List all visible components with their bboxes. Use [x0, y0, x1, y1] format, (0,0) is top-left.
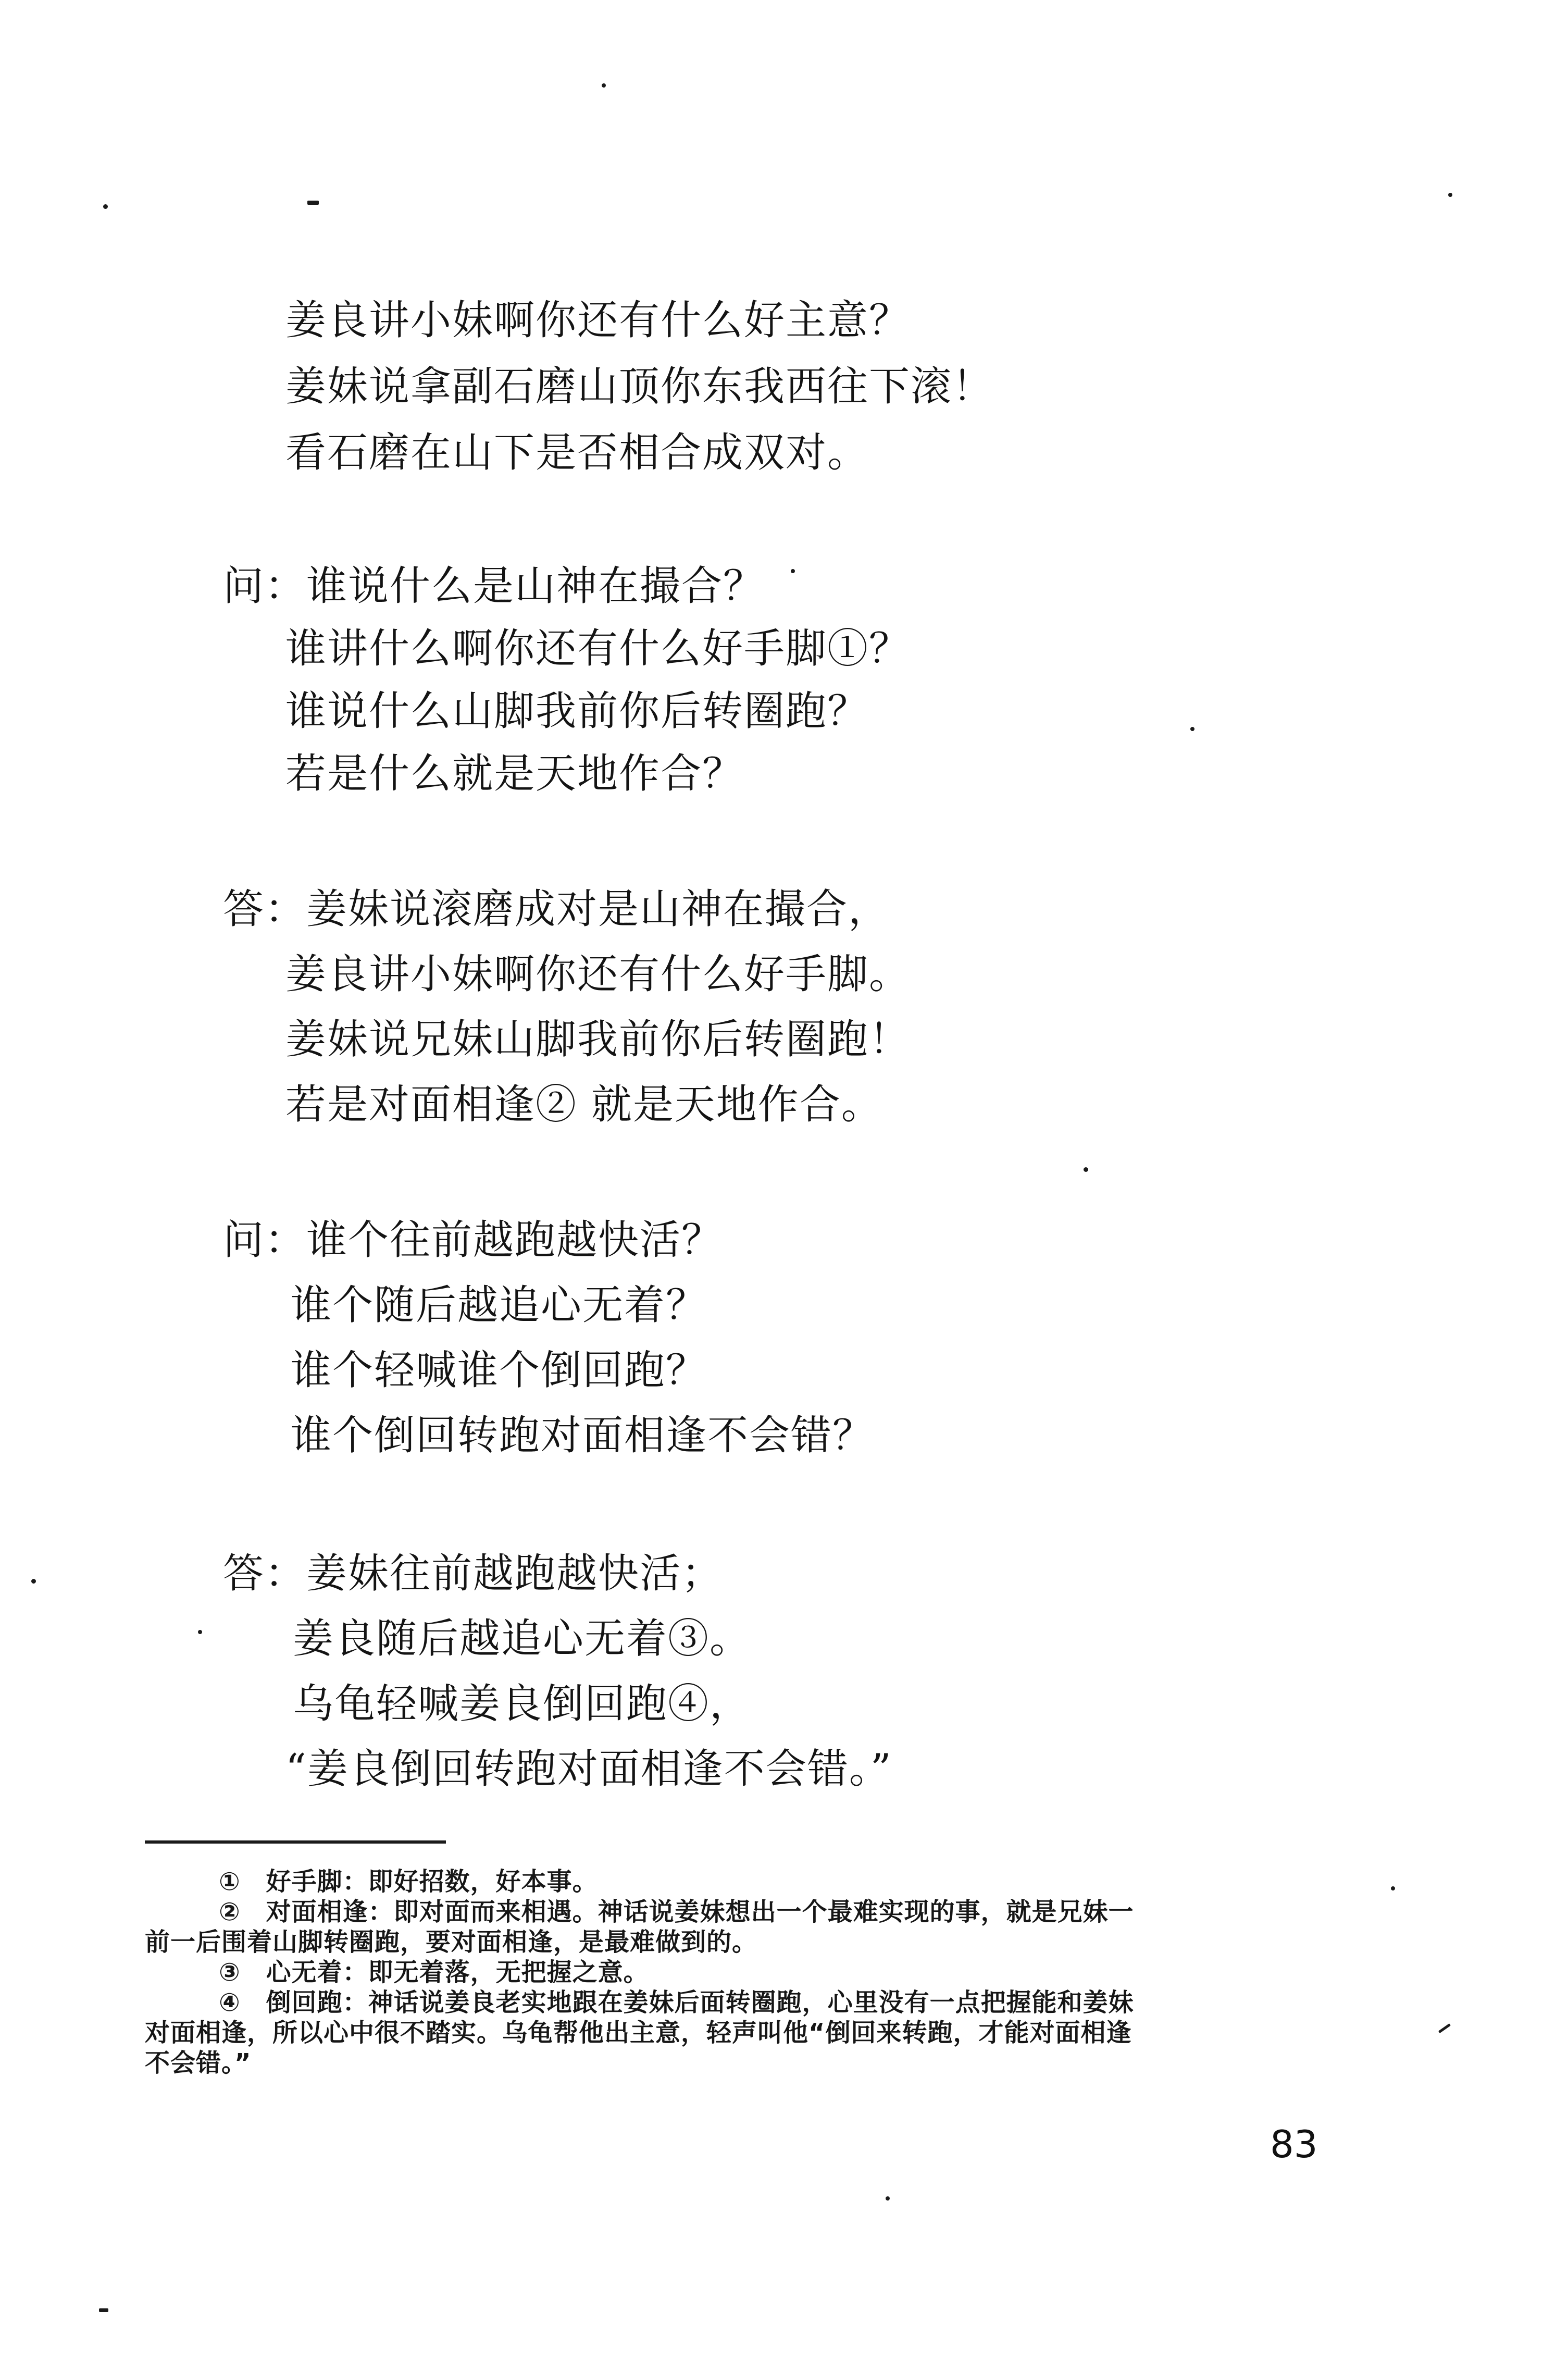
verse-line: 谁说什么山脚我前你后转圈跑？ — [285, 688, 869, 735]
verse-line: 答：姜妹说滚磨成对是山神在撮合， — [223, 886, 890, 933]
verse-line: 谁个倒回转跑对面相逢不会错？ — [291, 1412, 875, 1459]
footnote-line: ① 好手脚：即好招数，好本事。 — [219, 1867, 598, 1896]
scan-speck — [1391, 1886, 1395, 1890]
verse-line: 谁个随后越追心无着？ — [291, 1282, 708, 1329]
verse-line: 问：谁个往前越跑越快活？ — [223, 1217, 724, 1264]
verse-line: 答：姜妹往前越跑越快活； — [223, 1550, 724, 1597]
verse-line: 问：谁说什么是山神在撮合？ — [223, 563, 765, 610]
footnote-line: ② 对面相逢：即对面而来相遇。神话说姜妹想出一个最难实现的事，就是兄妹一 — [219, 1897, 1134, 1926]
verse-line: 若是什么就是天地作合？ — [285, 750, 744, 797]
footnote-line: 对面相逢，所以心中很不踏实。乌龟帮他出主意，轻声叫他“倒回来转跑，才能对面相逢 — [145, 2018, 1132, 2047]
scan-speck — [1438, 2023, 1451, 2033]
verse-line: 看石磨在山下是否相合成双对。 — [285, 429, 869, 476]
page-number: 83 — [1270, 2122, 1318, 2166]
scan-speck — [602, 83, 606, 88]
scan-speck — [31, 1579, 36, 1584]
verse-line: 谁讲什么啊你还有什么好手脚①？ — [285, 625, 911, 672]
footnote-line: ③ 心无着：即无着落，无把握之意。 — [219, 1958, 649, 1987]
verse-line: 姜良讲小妹啊你还有什么好手脚。 — [285, 951, 911, 998]
scan-speck — [791, 569, 795, 573]
verse-line: 乌龟轻喊姜良倒回跑④， — [293, 1680, 752, 1727]
verse-line: 谁个轻喊谁个倒回跑？ — [291, 1347, 708, 1394]
footnote-line: 前一后围着山脚转圈跑，要对面相逢，是最难做到的。 — [145, 1927, 758, 1957]
footnote-line: 不会错。” — [145, 2048, 252, 2078]
verse-line: 若是对面相逢② 就是天地作合。 — [285, 1081, 883, 1128]
scan-speck — [1448, 193, 1452, 197]
scan-speck — [1190, 727, 1194, 731]
scan-speck — [307, 201, 319, 205]
scan-speck — [103, 204, 108, 209]
footnote-rule — [145, 1840, 446, 1844]
verse-line: 姜良随后越追心无着③。 — [293, 1615, 752, 1662]
footnote-line: ④ 倒回跑：神话说姜良老实地跟在姜妹后面转圈跑，心里没有一点把握能和姜妹 — [219, 1988, 1134, 2017]
scan-speck — [1084, 1167, 1088, 1172]
scan-speck — [198, 1630, 202, 1634]
verse-line: 姜妹说拿副石磨山顶你东我西往下滚！ — [285, 363, 994, 410]
scan-speck — [99, 2308, 108, 2312]
verse-line: 姜妹说兄妹山脚我前你后转圈跑！ — [285, 1016, 911, 1063]
scan-speck — [886, 2196, 890, 2201]
verse-line: 姜良讲小妹啊你还有什么好主意？ — [285, 297, 911, 344]
verse-line: “姜良倒回转跑对面相逢不会错。” — [285, 1746, 892, 1793]
